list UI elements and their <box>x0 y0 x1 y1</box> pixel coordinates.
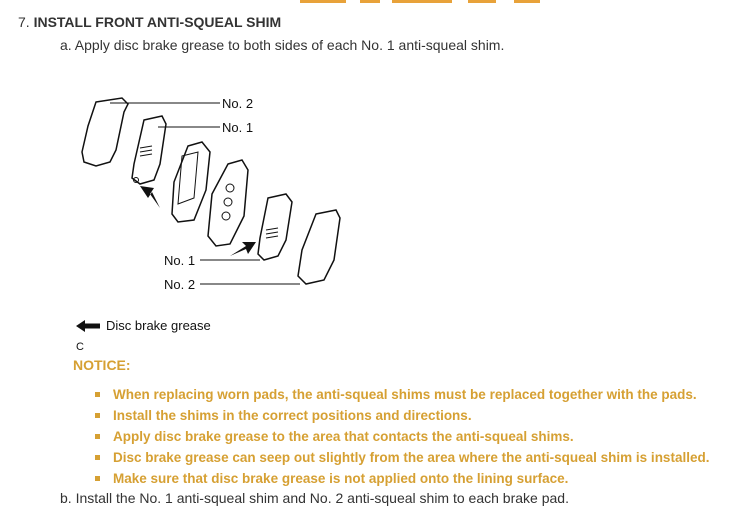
shim-no2-right <box>298 210 340 284</box>
bullet-icon <box>95 434 100 439</box>
notice-item: Apply disc brake grease to the area that contacts the anti-squeal shims. <box>95 426 709 447</box>
notice-item: Disc brake grease can seep out slightly from the area where the anti-squeal shim is installed. <box>95 447 709 468</box>
label-no2-bottom: No. 2 <box>164 277 196 292</box>
label-no2-top: No. 2 <box>222 96 254 111</box>
left-arrow-icon <box>76 320 100 332</box>
grease-arrow-right <box>230 242 256 256</box>
notice-item: Install the shims in the correct positions and directions. <box>95 405 709 426</box>
step-heading: INSTALL FRONT ANTI-SQUEAL SHIM <box>33 14 282 30</box>
notice-item: Make sure that disc brake grease is not applied onto the lining surface. <box>95 468 709 489</box>
label-no1-top: No. 1 <box>222 120 254 135</box>
legend <box>76 318 211 333</box>
bullet-icon <box>95 476 100 481</box>
step-number: 7. <box>18 14 30 30</box>
substep-a: a. Apply disc brake grease to both sides of each No. 1 anti-squeal shim. <box>60 37 505 53</box>
substep-b: b. Install the No. 1 anti-squeal shim and No. 2 anti-squeal shim to each brake pad. <box>60 490 569 506</box>
grease-arrow-left <box>140 186 160 208</box>
bullet-icon <box>95 392 100 397</box>
legend-label: Disc brake grease <box>106 318 211 333</box>
label-no1-bottom: No. 1 <box>164 253 196 268</box>
brake-pad-diagram <box>70 90 370 300</box>
notice-list <box>95 384 709 489</box>
bullet-icon <box>95 413 100 418</box>
top-strip-fragment <box>300 0 540 4</box>
illustration-code: C <box>76 341 84 353</box>
step-title <box>18 14 281 30</box>
brake-pad-right <box>208 160 248 246</box>
shim-no1-right <box>258 194 292 260</box>
notice-title: NOTICE: <box>73 357 131 373</box>
shim-no2-left <box>82 98 128 166</box>
bullet-icon <box>95 455 100 460</box>
notice-item: When replacing worn pads, the anti-squeal shims must be replaced together with the pads. <box>95 384 709 405</box>
